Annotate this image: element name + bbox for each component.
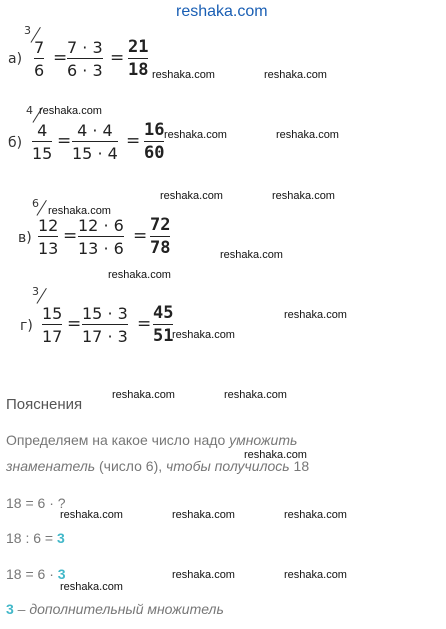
watermark: reshaka.com	[264, 69, 327, 81]
watermark: reshaka.com	[39, 105, 102, 117]
numerator: 15 · 3	[82, 304, 128, 323]
denominator: 6 · 3	[67, 61, 103, 80]
denominator: 17 · 3	[82, 327, 128, 346]
watermark: reshaka.com	[220, 249, 283, 261]
numerator: 72	[150, 215, 171, 235]
text: 18 : 6 =	[6, 530, 57, 546]
text: (число 6),	[95, 458, 167, 474]
watermark: reshaka.com	[48, 205, 111, 217]
numerator: 45	[153, 303, 174, 323]
watermark: reshaka.com	[152, 69, 215, 81]
equation-2	[6, 530, 65, 546]
emphasis: чтобы получилось	[166, 458, 290, 474]
denominator: 13 · 6	[78, 239, 124, 258]
emphasis: умножить	[229, 432, 298, 448]
equals-sign: =	[57, 131, 72, 151]
fraction-result	[153, 304, 173, 346]
numerator: 15	[42, 304, 63, 323]
equals-sign: =	[63, 226, 78, 246]
problem-letter: в)	[18, 230, 32, 246]
fraction-result	[144, 121, 164, 163]
watermark: reshaka.com	[112, 389, 175, 401]
fraction-original	[38, 216, 58, 258]
fraction-original	[32, 121, 52, 163]
denominator: 15	[32, 144, 53, 163]
watermark: reshaka.com	[276, 129, 339, 141]
denominator: 15 · 4	[72, 144, 118, 163]
numerator: 7	[34, 38, 45, 57]
explanation-heading: Пояснения	[6, 396, 83, 413]
extra-multiplier: 6	[32, 197, 39, 210]
equals-sign: =	[137, 314, 152, 334]
fraction-expanded	[72, 121, 118, 163]
site-watermark-top: reshaka.com	[176, 3, 268, 20]
numerator: 21	[128, 37, 149, 57]
watermark: reshaka.com	[284, 509, 347, 521]
watermark: reshaka.com	[172, 509, 235, 521]
denominator: 60	[144, 143, 165, 163]
text: 18 = 6 ·	[6, 566, 58, 582]
extra-multiplier: 3	[32, 285, 39, 298]
conclusion-line	[6, 601, 224, 617]
fraction-expanded	[82, 304, 128, 346]
numerator: 7 · 3	[67, 38, 103, 57]
watermark: reshaka.com	[284, 309, 347, 321]
watermark: reshaka.com	[164, 129, 227, 141]
problem-letter: г)	[20, 318, 33, 334]
emphasis: знаменатель	[6, 458, 96, 474]
equals-sign: =	[133, 226, 148, 246]
equals-sign: =	[67, 314, 82, 334]
watermark: reshaka.com	[60, 509, 123, 521]
numerator: 4 · 4	[77, 121, 113, 140]
problem-letter: б)	[8, 135, 23, 151]
text: Определяем на какое число надо	[6, 432, 230, 448]
watermark: reshaka.com	[60, 581, 123, 593]
extra-multiplier: 3	[24, 24, 31, 37]
equation-3	[6, 566, 66, 582]
fraction-expanded	[67, 38, 103, 80]
answer-value: 3	[56, 530, 65, 546]
fraction-result	[150, 216, 170, 258]
denominator: 13	[38, 239, 59, 258]
equals-sign: =	[126, 131, 141, 151]
fraction-expanded	[78, 216, 124, 258]
answer-value: 3	[57, 566, 66, 582]
watermark: reshaka.com	[224, 389, 287, 401]
equals-sign: =	[110, 48, 125, 68]
denominator: 6	[34, 61, 45, 80]
watermark: reshaka.com	[172, 329, 235, 341]
equals-sign: =	[53, 48, 68, 68]
fraction-original	[34, 38, 44, 80]
fraction-result	[128, 38, 148, 80]
watermark: reshaka.com	[272, 190, 335, 202]
denominator: 17	[42, 327, 63, 346]
denominator: 78	[150, 238, 171, 258]
extra-multiplier: 4	[26, 104, 33, 117]
emphasis: – дополнительный множитель	[13, 601, 224, 617]
text: 18	[289, 458, 310, 474]
watermark: reshaka.com	[244, 449, 307, 461]
numerator: 16	[144, 120, 165, 140]
denominator: 51	[153, 326, 174, 346]
numerator: 12	[38, 216, 59, 235]
numerator: 12 · 6	[78, 216, 124, 235]
answer-value: 3	[6, 601, 14, 617]
denominator: 18	[128, 60, 149, 80]
watermark: reshaka.com	[108, 269, 171, 281]
explanation-line-1	[6, 432, 297, 448]
numerator: 4	[37, 121, 48, 140]
problem-letter: а)	[8, 51, 23, 67]
watermark: reshaka.com	[284, 569, 347, 581]
watermark: reshaka.com	[160, 190, 223, 202]
fraction-original	[42, 304, 62, 346]
watermark: reshaka.com	[172, 569, 235, 581]
equation-1: 18 = 6 · ?	[6, 495, 66, 511]
